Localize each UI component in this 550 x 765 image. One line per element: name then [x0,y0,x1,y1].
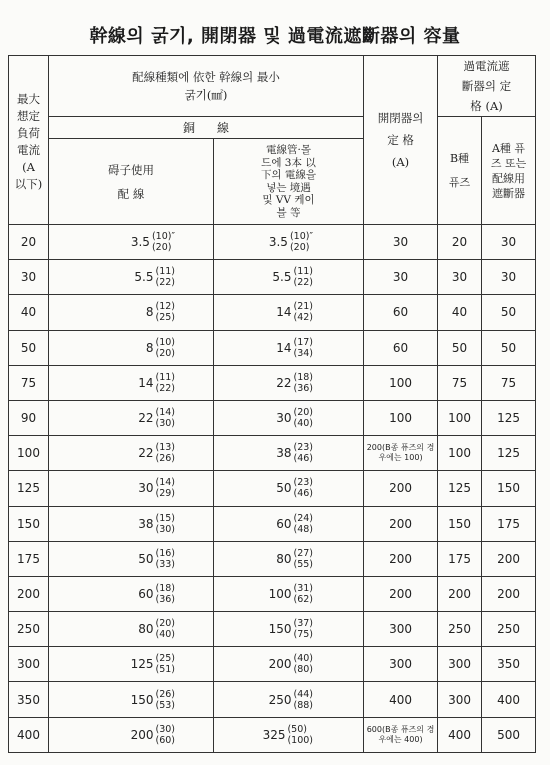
insulator-size-note-a: (14) [155,477,175,489]
header-text: B種 [449,151,470,165]
insulator-size-note-b: (30) [155,523,175,535]
header-text: 以下) [14,177,43,191]
insulator-size-note-b: (22) [155,277,175,289]
insulator-size-note-b: (51) [155,664,175,676]
header-text: 碍子使用 [108,162,154,177]
header-breaker [438,56,536,117]
b-fuse-cell: 150 [438,506,482,541]
header-text: A種 퓨 [491,141,526,155]
table-row [9,682,536,717]
switch-rating-cell: 200 [364,541,438,576]
switch-rating-cell: 400 [364,682,438,717]
conduit-size-note-a: (40) [293,653,314,665]
max-current-cell: 250 [9,612,49,647]
max-current-cell: 75 [9,365,49,400]
a-fuse-cell: 30 [482,260,536,295]
conduit-size-note-b: (62) [293,593,314,605]
insulator-size-cell [49,541,214,576]
insulator-size-note-a: (26) [155,688,175,700]
max-current-cell: 350 [9,682,49,717]
switch-rating-cell: 300 [364,647,438,682]
conduit-size-note-a: (23) [293,442,314,454]
conduit-size-note-b: (100) [287,734,314,746]
header-copper: 銅線 [49,117,364,139]
b-fuse-cell: 250 [438,612,482,647]
a-fuse-cell: 200 [482,541,536,576]
table-row [9,365,536,400]
conduit-size: 50 [276,481,292,496]
switch-rating-cell: 30 [364,260,438,295]
insulator-size: 8 [145,305,154,320]
insulator-size-cell [49,717,214,752]
insulator-size-cell [49,365,214,400]
insulator-size-note-a: (14) [155,407,175,419]
b-fuse-cell: 100 [438,400,482,435]
max-current-cell: 200 [9,576,49,611]
table-row [9,225,536,260]
insulator-size: 30 [138,481,154,496]
table-row [9,436,536,471]
insulator-size-note-a: (11) [155,266,175,278]
header-text: 즈 또는 [490,156,527,170]
conduit-size-note-a: (20) [293,407,314,419]
insulator-size-note-b: (22) [155,382,175,394]
a-fuse-cell: 350 [482,647,536,682]
insulator-size-cell [49,506,214,541]
conduit-size-cell [214,260,364,295]
insulator-size-note-a: (18) [155,582,175,594]
a-fuse-cell: 50 [482,330,536,365]
conduit-size-note-b: (55) [293,558,314,570]
capacity-table [8,55,536,753]
a-fuse-cell: 200 [482,576,536,611]
conduit-size-cell [214,647,364,682]
conduit-size: 22 [276,375,292,390]
insulator-size-note-b: (36) [155,593,175,605]
insulator-size-cell [49,612,214,647]
insulator-size-note-b: (53) [155,699,175,711]
header-text: 블 等 [276,206,301,219]
max-current-cell: 300 [9,647,49,682]
header-switch [364,56,438,225]
max-current-cell: 100 [9,436,49,471]
conduit-size: 30 [276,411,292,426]
table-row [9,471,536,506]
switch-rating-cell: 100 [364,365,438,400]
insulator-size-note-a: (20) [155,618,175,630]
conduit-size-cell [214,225,364,260]
b-fuse-cell: 300 [438,682,482,717]
insulator-size: 3.5 [130,235,150,250]
header-text: 配線用 [492,171,526,185]
conduit-size-note-b: (46) [293,488,314,500]
insulator-size-note-b: (25) [155,312,175,324]
a-fuse-cell: 175 [482,506,536,541]
conduit-size-cell [214,330,364,365]
table-row [9,506,536,541]
header-text: 電流 [17,143,40,157]
header-text: 下의 電線을 [260,169,317,181]
header-text: 想定 [17,109,40,123]
header-text: 過電流遮 [463,59,510,73]
header-text: 負荷 [17,126,40,140]
header-text: 遮斷器 [492,186,526,200]
table-row [9,260,536,295]
a-fuse-cell: 400 [482,682,536,717]
insulator-size-note-b: (20) [151,242,172,254]
insulator-size: 38 [138,516,154,531]
insulator-size: 50 [138,551,154,566]
insulator-size-cell [49,576,214,611]
switch-rating-cell: 200 [364,471,438,506]
insulator-size: 8 [145,340,154,355]
conduit-size-note-a: (24) [293,512,314,524]
insulator-size: 5.5 [134,270,154,285]
conduit-size-note-b: (46) [293,453,314,465]
insulator-size-note-b: (30) [155,418,175,430]
header-text: 드에 3本 以 [261,156,316,169]
conduit-size: 200 [268,657,292,672]
conduit-size-note-a: (50) [287,723,307,735]
insulator-size: 150 [130,692,154,707]
insulator-size-note-b: (29) [155,488,175,500]
max-current-cell: 90 [9,400,49,435]
conduit-size-cell [214,365,364,400]
switch-rating-cell: 60 [364,295,438,330]
conduit-size: 60 [276,516,292,531]
header-text: 퓨즈 [448,175,471,189]
conduit-size-note-a: (11) [293,266,314,278]
header-text: 最大 [17,92,40,106]
conduit-size-note-a: (23) [293,477,314,489]
b-fuse-cell: 175 [438,541,482,576]
switch-rating-cell: 200 [364,576,438,611]
table-row [9,330,536,365]
max-current-cell: 50 [9,330,49,365]
a-fuse-cell: 125 [482,400,536,435]
b-fuse-cell: 400 [438,717,482,752]
a-fuse-cell: 500 [482,717,536,752]
conduit-size-note-b: (42) [293,312,314,324]
header-text: 굵기(㎟) [184,88,228,102]
insulator-size-note-b: (20) [155,347,175,359]
b-fuse-cell: 20 [438,225,482,260]
insulator-size-note-b: (60) [155,734,175,746]
conduit-size-cell [214,541,364,576]
header-text: (A [22,160,35,174]
header-text: 電線管·몰 [266,144,311,156]
header-insulator [49,139,214,225]
b-fuse-cell: 300 [438,647,482,682]
header-conduit [214,139,364,225]
header-text: 配線種類에 依한 幹線의 最小 [132,70,280,84]
max-current-cell: 400 [9,717,49,752]
insulator-size: 14 [138,375,154,390]
conduit-size-note-a: (27) [293,547,314,559]
insulator-size-cell [49,436,214,471]
max-current-cell: 30 [9,260,49,295]
header-text: (A) [391,155,410,169]
insulator-size: 22 [138,446,154,461]
insulator-size-note-a: (11) [155,371,175,383]
table-row [9,541,536,576]
conduit-size-cell [214,400,364,435]
conduit-size-cell [214,682,364,717]
insulator-size-note-a: (16) [155,547,175,559]
conduit-size-cell [214,717,364,752]
insulator-size-note-b: (33) [155,558,175,570]
switch-rating-cell: 300 [364,612,438,647]
insulator-size-note-a: (30) [155,723,175,735]
header-a-fuse [482,117,536,225]
conduit-size-note-b: (88) [293,699,314,711]
table-row [9,612,536,647]
b-fuse-cell: 75 [438,365,482,400]
conduit-size: 325 [262,727,286,742]
header-text: 넣는 境遇 [266,181,311,194]
conduit-size-cell [214,471,364,506]
conduit-size: 14 [276,340,292,355]
conduit-size-note-a: (31) [293,582,314,594]
header-text: 斷器의 定 [461,79,512,93]
insulator-size: 22 [138,411,154,426]
conduit-size: 14 [276,305,292,320]
conduit-size-cell [214,436,364,471]
conduit-size-note-a: (37) [293,618,314,630]
conduit-size: 3.5 [268,235,288,250]
insulator-size-cell [49,260,214,295]
insulator-size-cell [49,400,214,435]
insulator-size-cell [49,647,214,682]
insulator-size-cell [49,330,214,365]
insulator-size-cell [49,471,214,506]
conduit-size-note-a: (17) [293,336,314,348]
b-fuse-cell: 40 [438,295,482,330]
b-fuse-cell: 125 [438,471,482,506]
insulator-size-note-b: (26) [155,453,175,465]
insulator-size-cell [49,682,214,717]
header-text: 格 (A) [470,99,503,113]
a-fuse-cell: 50 [482,295,536,330]
insulator-size: 200 [130,727,154,742]
a-fuse-cell: 75 [482,365,536,400]
header-text: 및 VV 케이 [262,194,315,206]
conduit-size-note-b: (22) [293,277,314,289]
max-current-cell: 150 [9,506,49,541]
table-row [9,400,536,435]
insulator-size-note-a: (10) [155,336,175,348]
insulator-size-note-a: (25) [155,653,175,665]
conduit-size: 250 [268,692,292,707]
conduit-size-note-a: (44) [293,688,314,700]
conduit-size-note-b: (34) [293,347,314,359]
header-wire-size [49,56,364,117]
page-title: 幹線의 굵기, 開閉器 및 過電流遮斷器의 容量 [89,26,461,47]
conduit-size: 150 [268,622,292,637]
table-row [9,295,536,330]
table-body [9,225,536,753]
b-fuse-cell: 200 [438,576,482,611]
conduit-size-note-a: (21) [293,301,314,313]
conduit-size-note-a: (10)″ [289,231,314,243]
a-fuse-cell: 250 [482,612,536,647]
insulator-size: 60 [138,586,154,601]
switch-rating-cell: 200(B종 퓨즈의 경우에는 100) [364,436,438,471]
max-current-cell: 20 [9,225,49,260]
conduit-size-note-a: (18) [293,371,314,383]
b-fuse-cell: 100 [438,436,482,471]
insulator-size-cell [49,295,214,330]
conduit-size-note-b: (36) [293,382,314,394]
conduit-size-cell [214,506,364,541]
table-row [9,717,536,752]
header-max-current [9,56,49,225]
switch-rating-cell: 30 [364,225,438,260]
insulator-size-note-a: (10)″ [151,231,175,243]
conduit-size-cell [214,612,364,647]
switch-rating-cell: 200 [364,506,438,541]
conduit-size-note-b: (40) [293,418,314,430]
header-text: 開閉器의 [377,111,424,125]
table-row [9,647,536,682]
header-text: 配 線 [117,186,145,201]
a-fuse-cell: 150 [482,471,536,506]
conduit-size-cell [214,576,364,611]
b-fuse-cell: 30 [438,260,482,295]
switch-rating-cell: 60 [364,330,438,365]
conduit-size-note-b: (48) [293,523,314,535]
insulator-size-note-a: (13) [155,442,175,454]
max-current-cell: 40 [9,295,49,330]
conduit-size: 5.5 [272,270,292,285]
max-current-cell: 125 [9,471,49,506]
insulator-size: 125 [130,657,154,672]
max-current-cell: 175 [9,541,49,576]
insulator-size-note-a: (15) [155,512,175,524]
table-row [9,576,536,611]
conduit-size-cell [214,295,364,330]
a-fuse-cell: 125 [482,436,536,471]
insulator-size-cell [49,225,214,260]
insulator-size: 80 [138,622,154,637]
conduit-size: 100 [268,586,292,601]
insulator-size-note-a: (12) [155,301,175,313]
conduit-size: 80 [276,551,292,566]
conduit-size: 38 [276,446,292,461]
switch-rating-cell: 100 [364,400,438,435]
a-fuse-cell: 30 [482,225,536,260]
header-text: 定 格 [387,133,414,147]
conduit-size-note-b: (80) [293,664,314,676]
conduit-size-note-b: (75) [293,629,314,641]
insulator-size-note-b: (40) [155,629,175,641]
b-fuse-cell: 50 [438,330,482,365]
conduit-size-note-b: (20) [289,242,310,254]
header-b-fuse [438,117,482,225]
switch-rating-cell: 600(B종 퓨즈의 경우에는 400) [364,717,438,752]
